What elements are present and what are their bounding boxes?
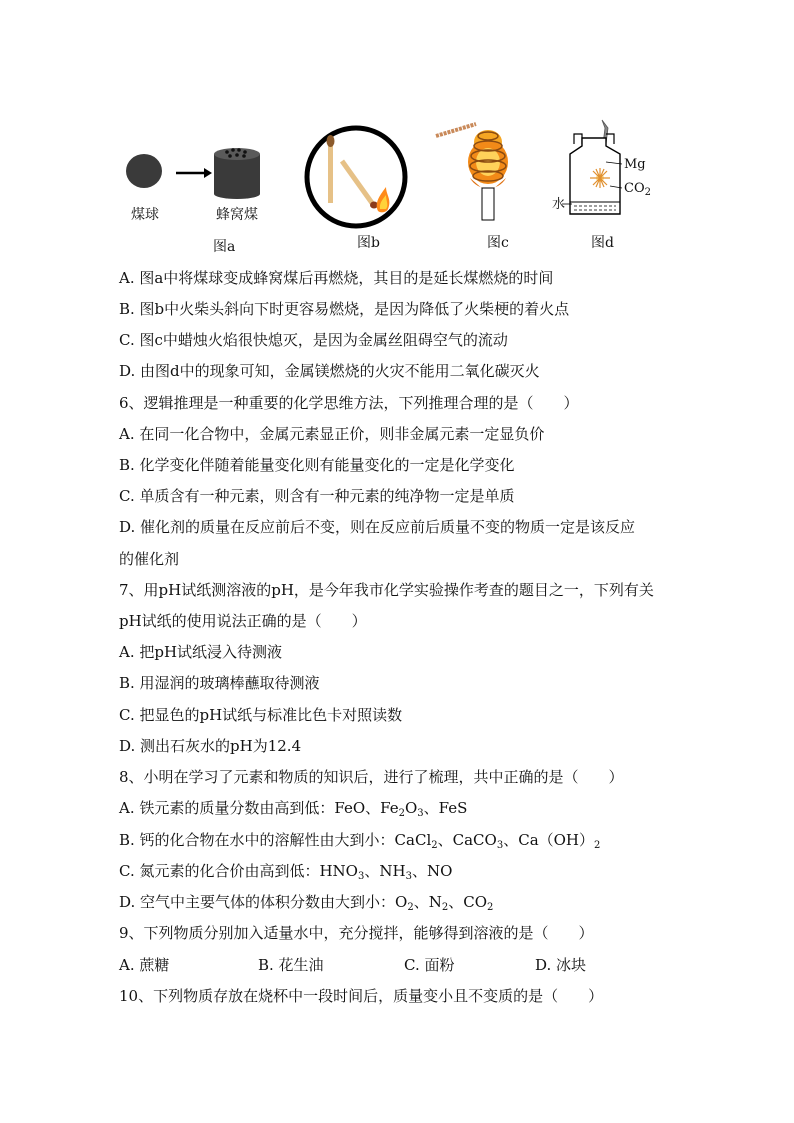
q6-stem: 6、逻辑推理是一种重要的化学思维方法，下列推理合理的是（ ） [119,394,579,412]
co2-label: $CO_2$ [624,181,651,198]
q5-option-d: D. 由图d中的现象可知，金属镁燃烧的火灾不能用二氧化碳灭火 [119,362,540,380]
q9-option-a: A. 蔗糖 [119,956,170,974]
q5-option-a: A. 图a中将煤球变成蜂窝煤后再燃烧，其目的是延长煤燃烧的时间 [119,269,554,287]
q9-option-d: D. 冰块 [535,956,587,974]
q6-option-a: A. 在同一化合物中，金属元素显正价，则非金属元素一定显负价 [119,425,545,443]
q9-stem: 9、下列物质分别加入适量水中，充分搅拌，能够得到溶液的是（ ） [119,924,594,942]
q7-option-c: C. 把显色的pH试纸与标准比色卡对照读数 [119,706,403,724]
figure-b-caption: 图b [357,235,380,251]
q7-stem-cont: pH试纸的使用说法正确的是（ ） [119,612,367,630]
q10-stem: 10、下列物质存放在烧杯中一段时间后，质量变小且不变质的是（ ） [119,987,604,1005]
q8-option-c: C. 氮元素的化合价由高到低：$HNO_3$、$NH_3$、NO [119,862,453,882]
q7-option-b: B. 用湿润的玻璃棒蘸取待测液 [119,674,320,692]
figure-c-illustration [432,118,522,224]
mg-label: Mg [624,157,646,172]
q9-option-b: B. 花生油 [258,956,324,974]
figure-c-caption: 图c [487,235,509,251]
q5-option-c: C. 图c中蜡烛火焰很快熄灭，是因为金属丝阻碍空气的流动 [119,331,508,349]
q8-option-a: A. 铁元素的质量分数由高到低：FeO、$Fe_2O_3$、FeS [119,799,468,819]
figure-a-caption: 图a [213,239,236,255]
honeycomb-briquette [214,148,260,199]
candle [482,188,494,220]
q9-option-c: C. 面粉 [404,956,455,974]
coal-ball-label: 煤球 [131,207,159,223]
q7-stem: 7、用pH试纸测溶液的pH，是今年我市化学实验操作考查的题目之一，下列有关 [119,581,654,599]
q8-option-d: D. 空气中主要气体的体积分数由大到小：$O_2$、$N_2$、$CO_2$ [119,893,494,913]
q6-option-d: D. 催化剂的质量在反应前后不变，则在反应前后质量不变的物质一定是该反应 [119,518,636,536]
q6-option-b: B. 化学变化伴随着能量变化则有能量变化的一定是化学变化 [119,456,515,474]
gas-bottle [570,138,620,214]
q8-stem: 8、小明在学习了元素和物质的知识后，进行了梳理，共中正确的是（ ） [119,768,624,786]
metal-wire [436,124,476,136]
figure-d-caption: 图d [591,235,614,251]
q5-option-b: B. 图b中火柴头斜向下时更容易燃烧，是因为降低了火柴梗的着火点 [119,300,570,318]
burning-magnesium [590,168,610,188]
coal-ball [126,154,162,188]
q7-option-d: D. 测出石灰水的pH为12.4 [119,737,302,755]
q7-option-a: A. 把pH试纸浸入待测液 [119,643,283,661]
figure-a-illustration [118,140,278,200]
water-label: 水 [552,197,566,212]
figure-b-illustration [302,123,410,231]
q8-option-b: B. 钙的化合物在水中的溶解性由大到小：CaCl$_2$、CaCO$_3$、$Ca(OH)_2$ [119,831,601,851]
q6-option-d-cont: 的催化剂 [119,550,180,568]
briquette-label: 蜂窝煤 [216,207,258,223]
q6-option-c: C. 单质含有一种元素，则含有一种元素的纯净物一定是单质 [119,487,515,505]
